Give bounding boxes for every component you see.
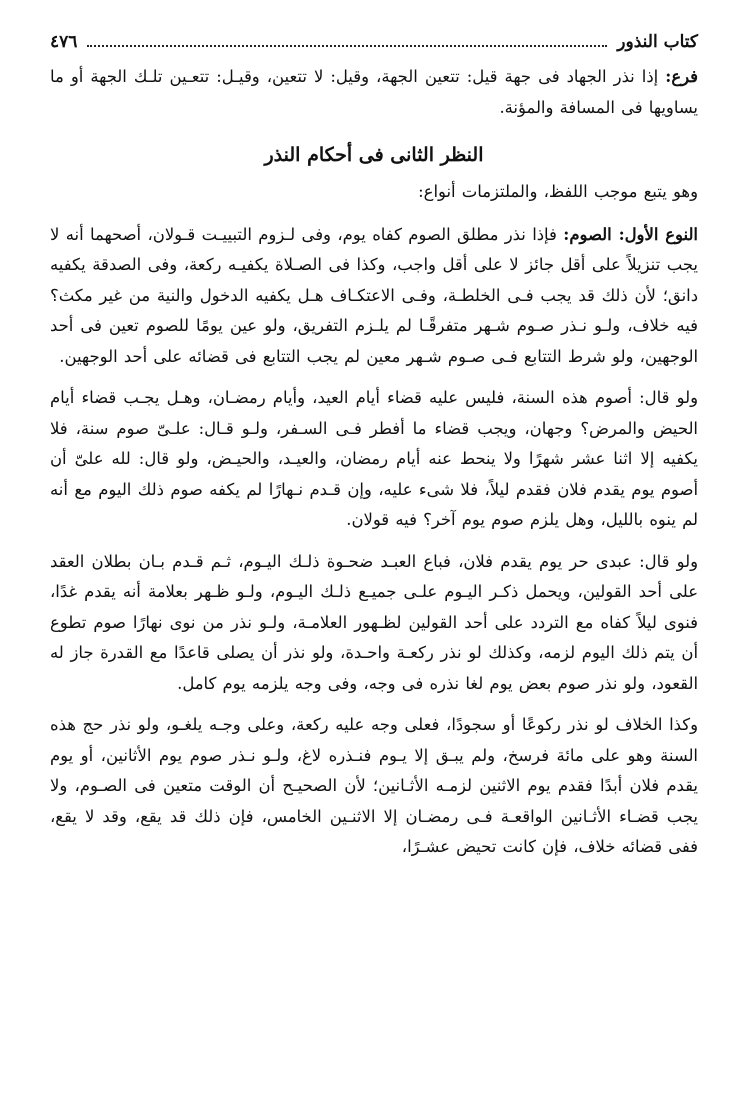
section-title: النظر الثانى فى أحكام النذر [264, 144, 484, 166]
paragraph [50, 710, 698, 863]
paragraph-lead: النوع الأول: الصوم: [563, 224, 698, 244]
running-header [50, 30, 698, 56]
paragraph-text: ولو قال: أصوم هذه السنة، فليس عليه قضاء أيام العيد، وأيام رمضـان، وهـل يجـب قضاء أيام الحيض والمرض؟ وجهان، ويجب قضاء ما أفطر فـى السـفر، ولـو قـال: علـىّ صوم سنة، فلا يكفيه إلا اثنا عشر شهرًا ولا ينحط عنه أيام رمضان، والعيـد، والحيـض، ولو قال: لله علىّ أن أصوم يوم يقدم فلان فقدم ليلاً، فلا شىء عليه، وإن قـدم نـهارًا لم يكفه صوم ذلك اليوم مع أنه لم ينوه بالليل، وهل يلزم صوم يوم آخر؟ فيه قولان. [50, 388, 698, 529]
section-intro: وهو يتبع موجب اللفظ، والملتزمات أنواع: [418, 182, 698, 201]
paragraph [50, 383, 698, 536]
paragraph [50, 220, 698, 373]
paragraph-text: وكذا الخلاف لو نذر ركوعًا أو سجودًا، فعلى وجه عليه ركعة، وعلى وجـه يلغـو، ولو نذر حج هذه السنة وهو على مائة فرسخ، ولم يبـق إلا يـوم فنـذره لاغ، ولـو نـذر صوم يوم الأثانين، أو يوم يقدم فلان أبدًا فقدم يوم الاثنين لزمـه الأثـانين؛ لأن الصحيـح أن الوقت متعين فى الصـوم، ولا يجب قضـاء الأثـانين الواقعـة فـى رمضـان إلا الاثنـين الخامس، فإن ذلك قد يقع، وقد لا يقع، ففى قضائه خلاف، فإن كانت تحيض عشـرًا، [50, 715, 698, 856]
paragraph-text: ولو قال: عبدى حر يوم يقدم فلان، فباع العبـد ضحـوة ذلـك اليـوم، ثـم قـدم بـان بطلان العقد على أحد القولين، ويحمل ذكـر اليـوم علـى جميـع ذلـك اليـوم، ولـو ظـهر بعلامة أنه يقدم غدًا، فنوى ليلاً كفاه مع التردد على أحد القولين لظـهور العلامـة، ولـو نذر من نوى نهارًا صوم تطوع أن يتم ذلك اليوم لزمه، وكذلك لو نذر ركعـة واحـدة، ولو نذر أن يصلى قاعدًا مع القدرة جاز له القعود، ولو نذر صوم بعض يوم لغا نذره فى وجه، وفى وجه يلزمه يوم كامل. [50, 551, 698, 693]
intro-text: إذا نذر الجهاد فى جهة قيل: تتعين الجهة، وقيل: لا تتعين، وقيـل: تتعـين تلـك الجهة أو ما يساويها فى المسافة والمؤنة. [50, 67, 698, 117]
chapter-title: كتاب النذور [617, 32, 698, 52]
page-number: ٤٧٦ [50, 32, 78, 52]
intro-paragraph [50, 62, 698, 123]
paragraph-text: فإذا نذر مطلق الصوم كفاه يوم، وفى لـزوم التبييـت قـولان، أصحهما أنه لا يجب تنزيلاً على أقل جائز لا على أقل واجب، وكذا فى الصـلاة يكفيـه ركعة، وفى الصدقة يكفيه دانق؛ لأن ذلك قد يجب فـى الخلطـة، وفـى الاعتكـاف هـل يكفيه الدخول والنية من غير مكث؟ فيه خلاف، ولـو نـذر صـوم شـهر متفرقًـا لم يلـزم التفريق، ولو عين يومًا للصوم تعين فى أحد الوجهين، ولو شرط التتابع فـى صـوم شـهر معين لم يجب التتابع فى قضائه على أحد الوجهين. [50, 224, 698, 366]
document-page [50, 30, 698, 863]
header-leader-dots [87, 33, 607, 47]
paragraph [50, 547, 698, 700]
intro-lead: فرع: [665, 67, 698, 86]
